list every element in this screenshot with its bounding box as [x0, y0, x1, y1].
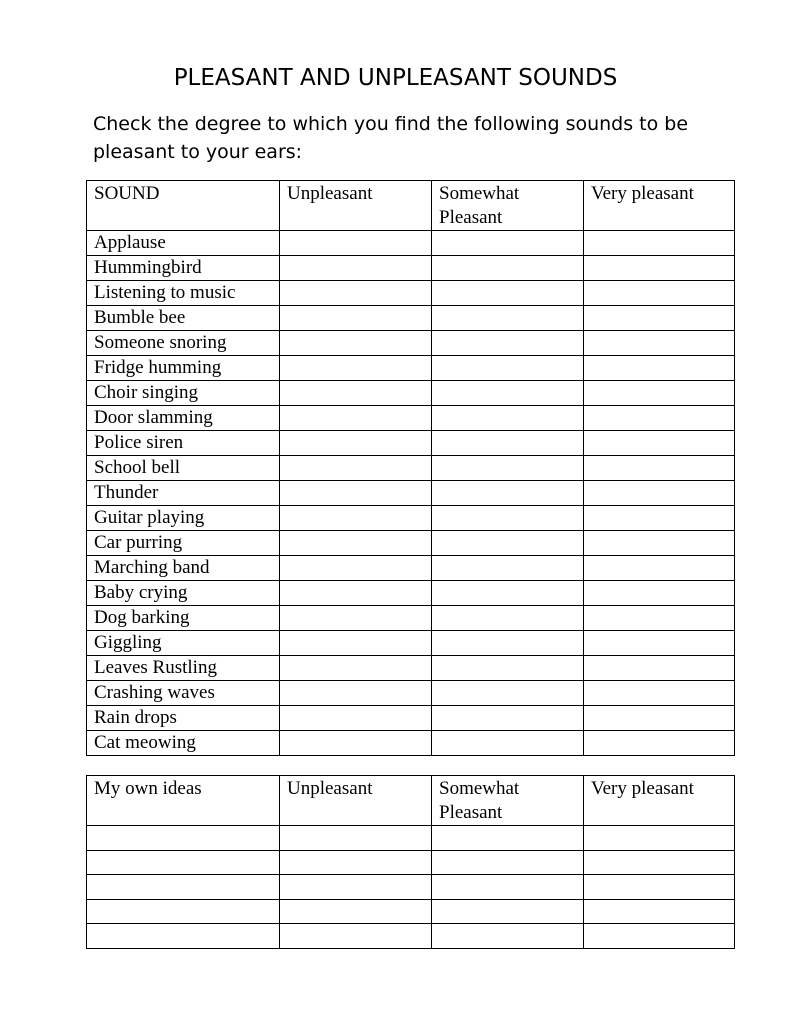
sound-row: [87, 681, 735, 706]
sound-row: [87, 581, 735, 606]
idea-row: [87, 875, 735, 900]
very-pleasant-check-cell[interactable]: [584, 531, 735, 556]
very-pleasant-check-cell[interactable]: [584, 506, 735, 531]
own-ideas-table: [86, 775, 735, 949]
sound-name-cell: Listening to music: [87, 281, 280, 306]
unpleasant-check-cell[interactable]: [280, 406, 432, 431]
sound-name-cell: Bumble bee: [87, 306, 280, 331]
somewhat-pleasant-check-cell[interactable]: [432, 256, 584, 281]
unpleasant-check-cell[interactable]: [280, 706, 432, 731]
somewhat-pleasant-check-cell[interactable]: [432, 656, 584, 681]
unpleasant-check-cell[interactable]: [280, 731, 432, 756]
somewhat-pleasant-check-cell[interactable]: [432, 631, 584, 656]
unpleasant-check-cell[interactable]: [280, 356, 432, 381]
sound-row: [87, 381, 735, 406]
sound-name-cell: Door slamming: [87, 406, 280, 431]
sound-row: [87, 231, 735, 256]
somewhat-pleasant-check-cell[interactable]: [432, 875, 584, 900]
unpleasant-column-header: Unpleasant: [280, 776, 432, 826]
very-pleasant-check-cell[interactable]: [584, 231, 735, 256]
unpleasant-check-cell[interactable]: [280, 656, 432, 681]
sounds-table: [86, 180, 735, 756]
very-pleasant-check-cell[interactable]: [584, 256, 735, 281]
unpleasant-check-cell[interactable]: [280, 331, 432, 356]
somewhat-pleasant-check-cell[interactable]: [432, 556, 584, 581]
unpleasant-check-cell[interactable]: [280, 875, 432, 900]
sound-name-cell: Police siren: [87, 431, 280, 456]
unpleasant-check-cell[interactable]: [280, 606, 432, 631]
somewhat-pleasant-check-cell[interactable]: [432, 406, 584, 431]
idea-row: [87, 924, 735, 949]
sound-name-cell: Crashing waves: [87, 681, 280, 706]
sound-name-cell: Guitar playing: [87, 506, 280, 531]
instructions-text: Check the degree to which you find the following sounds to be pleasant to your ears:: [93, 113, 689, 163]
sound-row: [87, 656, 735, 681]
unpleasant-check-cell[interactable]: [280, 456, 432, 481]
somewhat-pleasant-check-cell[interactable]: [432, 331, 584, 356]
sound-name-cell: Cat meowing: [87, 731, 280, 756]
very-pleasant-check-cell[interactable]: [584, 850, 735, 875]
somewhat-pleasant-check-cell[interactable]: [432, 681, 584, 706]
unpleasant-check-cell[interactable]: [280, 281, 432, 306]
very-pleasant-check-cell[interactable]: [584, 581, 735, 606]
very-pleasant-check-cell[interactable]: [584, 606, 735, 631]
idea-row: [87, 899, 735, 924]
very-pleasant-check-cell[interactable]: [584, 731, 735, 756]
sound-name-cell: Applause: [87, 231, 280, 256]
very-pleasant-check-cell[interactable]: [584, 481, 735, 506]
very-pleasant-column-header: Very pleasant: [584, 181, 735, 231]
sound-row: [87, 606, 735, 631]
idea-row: [87, 850, 735, 875]
sound-row: [87, 481, 735, 506]
sound-name-cell: Rain drops: [87, 706, 280, 731]
unpleasant-check-cell[interactable]: [280, 826, 432, 851]
unpleasant-check-cell[interactable]: [280, 481, 432, 506]
idea-row: [87, 826, 735, 851]
unpleasant-check-cell[interactable]: [280, 850, 432, 875]
sound-name-cell[interactable]: [87, 924, 280, 949]
very-pleasant-check-cell[interactable]: [584, 281, 735, 306]
page-title: PLEASANT AND UNPLEASANT SOUNDS: [173, 65, 618, 91]
very-pleasant-check-cell[interactable]: [584, 706, 735, 731]
somewhat-pleasant-check-cell[interactable]: [432, 506, 584, 531]
somewhat-pleasant-check-cell[interactable]: [432, 356, 584, 381]
sound-row: [87, 506, 735, 531]
sound-row: [87, 256, 735, 281]
very-pleasant-check-cell[interactable]: [584, 556, 735, 581]
somewhat-pleasant-check-cell[interactable]: [432, 850, 584, 875]
very-pleasant-check-cell[interactable]: [584, 656, 735, 681]
somewhat-pleasant-check-cell[interactable]: [432, 531, 584, 556]
sound-row: [87, 331, 735, 356]
very-pleasant-check-cell[interactable]: [584, 875, 735, 900]
sound-name-cell[interactable]: [87, 899, 280, 924]
unpleasant-column-header: Unpleasant: [280, 181, 432, 231]
somewhat-pleasant-check-cell[interactable]: [432, 826, 584, 851]
sound-name-cell: Giggling: [87, 631, 280, 656]
very-pleasant-check-cell[interactable]: [584, 431, 735, 456]
somewhat-pleasant-check-cell[interactable]: [432, 431, 584, 456]
ideas-header-row: [87, 776, 735, 826]
unpleasant-check-cell[interactable]: [280, 231, 432, 256]
sound-row: [87, 556, 735, 581]
somewhat-pleasant-check-cell[interactable]: [432, 606, 584, 631]
sound-row: [87, 456, 735, 481]
sound-name-cell: Thunder: [87, 481, 280, 506]
somewhat-pleasant-check-cell[interactable]: [432, 899, 584, 924]
very-pleasant-check-cell[interactable]: [584, 331, 735, 356]
unpleasant-check-cell[interactable]: [280, 256, 432, 281]
sound-name-cell: Hummingbird: [87, 256, 280, 281]
sounds-header-row: [87, 181, 735, 231]
very-pleasant-check-cell[interactable]: [584, 306, 735, 331]
somewhat-pleasant-check-cell[interactable]: [432, 456, 584, 481]
sound-row: [87, 431, 735, 456]
very-pleasant-check-cell[interactable]: [584, 406, 735, 431]
sound-name-cell[interactable]: [87, 875, 280, 900]
unpleasant-check-cell[interactable]: [280, 431, 432, 456]
sound-row: [87, 306, 735, 331]
somewhat-pleasant-check-cell[interactable]: [432, 481, 584, 506]
very-pleasant-check-cell[interactable]: [584, 826, 735, 851]
unpleasant-check-cell[interactable]: [280, 899, 432, 924]
unpleasant-check-cell[interactable]: [280, 556, 432, 581]
sound-column-header: SOUND: [87, 181, 280, 231]
unpleasant-check-cell[interactable]: [280, 581, 432, 606]
very-pleasant-check-cell[interactable]: [584, 899, 735, 924]
very-pleasant-column-header: Very pleasant: [584, 776, 735, 826]
somewhat-pleasant-check-cell[interactable]: [432, 924, 584, 949]
unpleasant-check-cell[interactable]: [280, 381, 432, 406]
sound-row: [87, 356, 735, 381]
very-pleasant-check-cell[interactable]: [584, 381, 735, 406]
sound-name-cell: Baby crying: [87, 581, 280, 606]
sound-row: [87, 706, 735, 731]
somewhat-pleasant-check-cell[interactable]: [432, 281, 584, 306]
very-pleasant-check-cell[interactable]: [584, 456, 735, 481]
unpleasant-check-cell[interactable]: [280, 924, 432, 949]
sound-name-cell: Car purring: [87, 531, 280, 556]
somewhat-pleasant-check-cell[interactable]: [432, 581, 584, 606]
somewhat-pleasant-check-cell[interactable]: [432, 731, 584, 756]
own-ideas-column-header: My own ideas: [87, 776, 280, 826]
sound-name-cell: Someone snoring: [87, 331, 280, 356]
sound-name-cell[interactable]: [87, 850, 280, 875]
very-pleasant-check-cell[interactable]: [584, 924, 735, 949]
sound-row: [87, 531, 735, 556]
sound-name-cell: School bell: [87, 456, 280, 481]
somewhat-pleasant-column-header: Somewhat Pleasant: [432, 776, 584, 826]
somewhat-pleasant-column-header: Somewhat Pleasant: [432, 181, 584, 231]
sound-name-cell: Leaves Rustling: [87, 656, 280, 681]
very-pleasant-check-cell[interactable]: [584, 681, 735, 706]
sound-row: [87, 281, 735, 306]
sound-row: [87, 406, 735, 431]
sound-name-cell[interactable]: [87, 826, 280, 851]
sound-name-cell: Marching band: [87, 556, 280, 581]
sound-name-cell: Choir singing: [87, 381, 280, 406]
unpleasant-check-cell[interactable]: [280, 506, 432, 531]
unpleasant-check-cell[interactable]: [280, 681, 432, 706]
unpleasant-check-cell[interactable]: [280, 631, 432, 656]
sound-name-cell: Dog barking: [87, 606, 280, 631]
very-pleasant-check-cell[interactable]: [584, 356, 735, 381]
somewhat-pleasant-check-cell[interactable]: [432, 306, 584, 331]
sound-name-cell: Fridge humming: [87, 356, 280, 381]
sound-row: [87, 631, 735, 656]
unpleasant-check-cell[interactable]: [280, 531, 432, 556]
somewhat-pleasant-check-cell[interactable]: [432, 706, 584, 731]
sound-row: [87, 731, 735, 756]
very-pleasant-check-cell[interactable]: [584, 631, 735, 656]
unpleasant-check-cell[interactable]: [280, 306, 432, 331]
somewhat-pleasant-check-cell[interactable]: [432, 381, 584, 406]
somewhat-pleasant-check-cell[interactable]: [432, 231, 584, 256]
